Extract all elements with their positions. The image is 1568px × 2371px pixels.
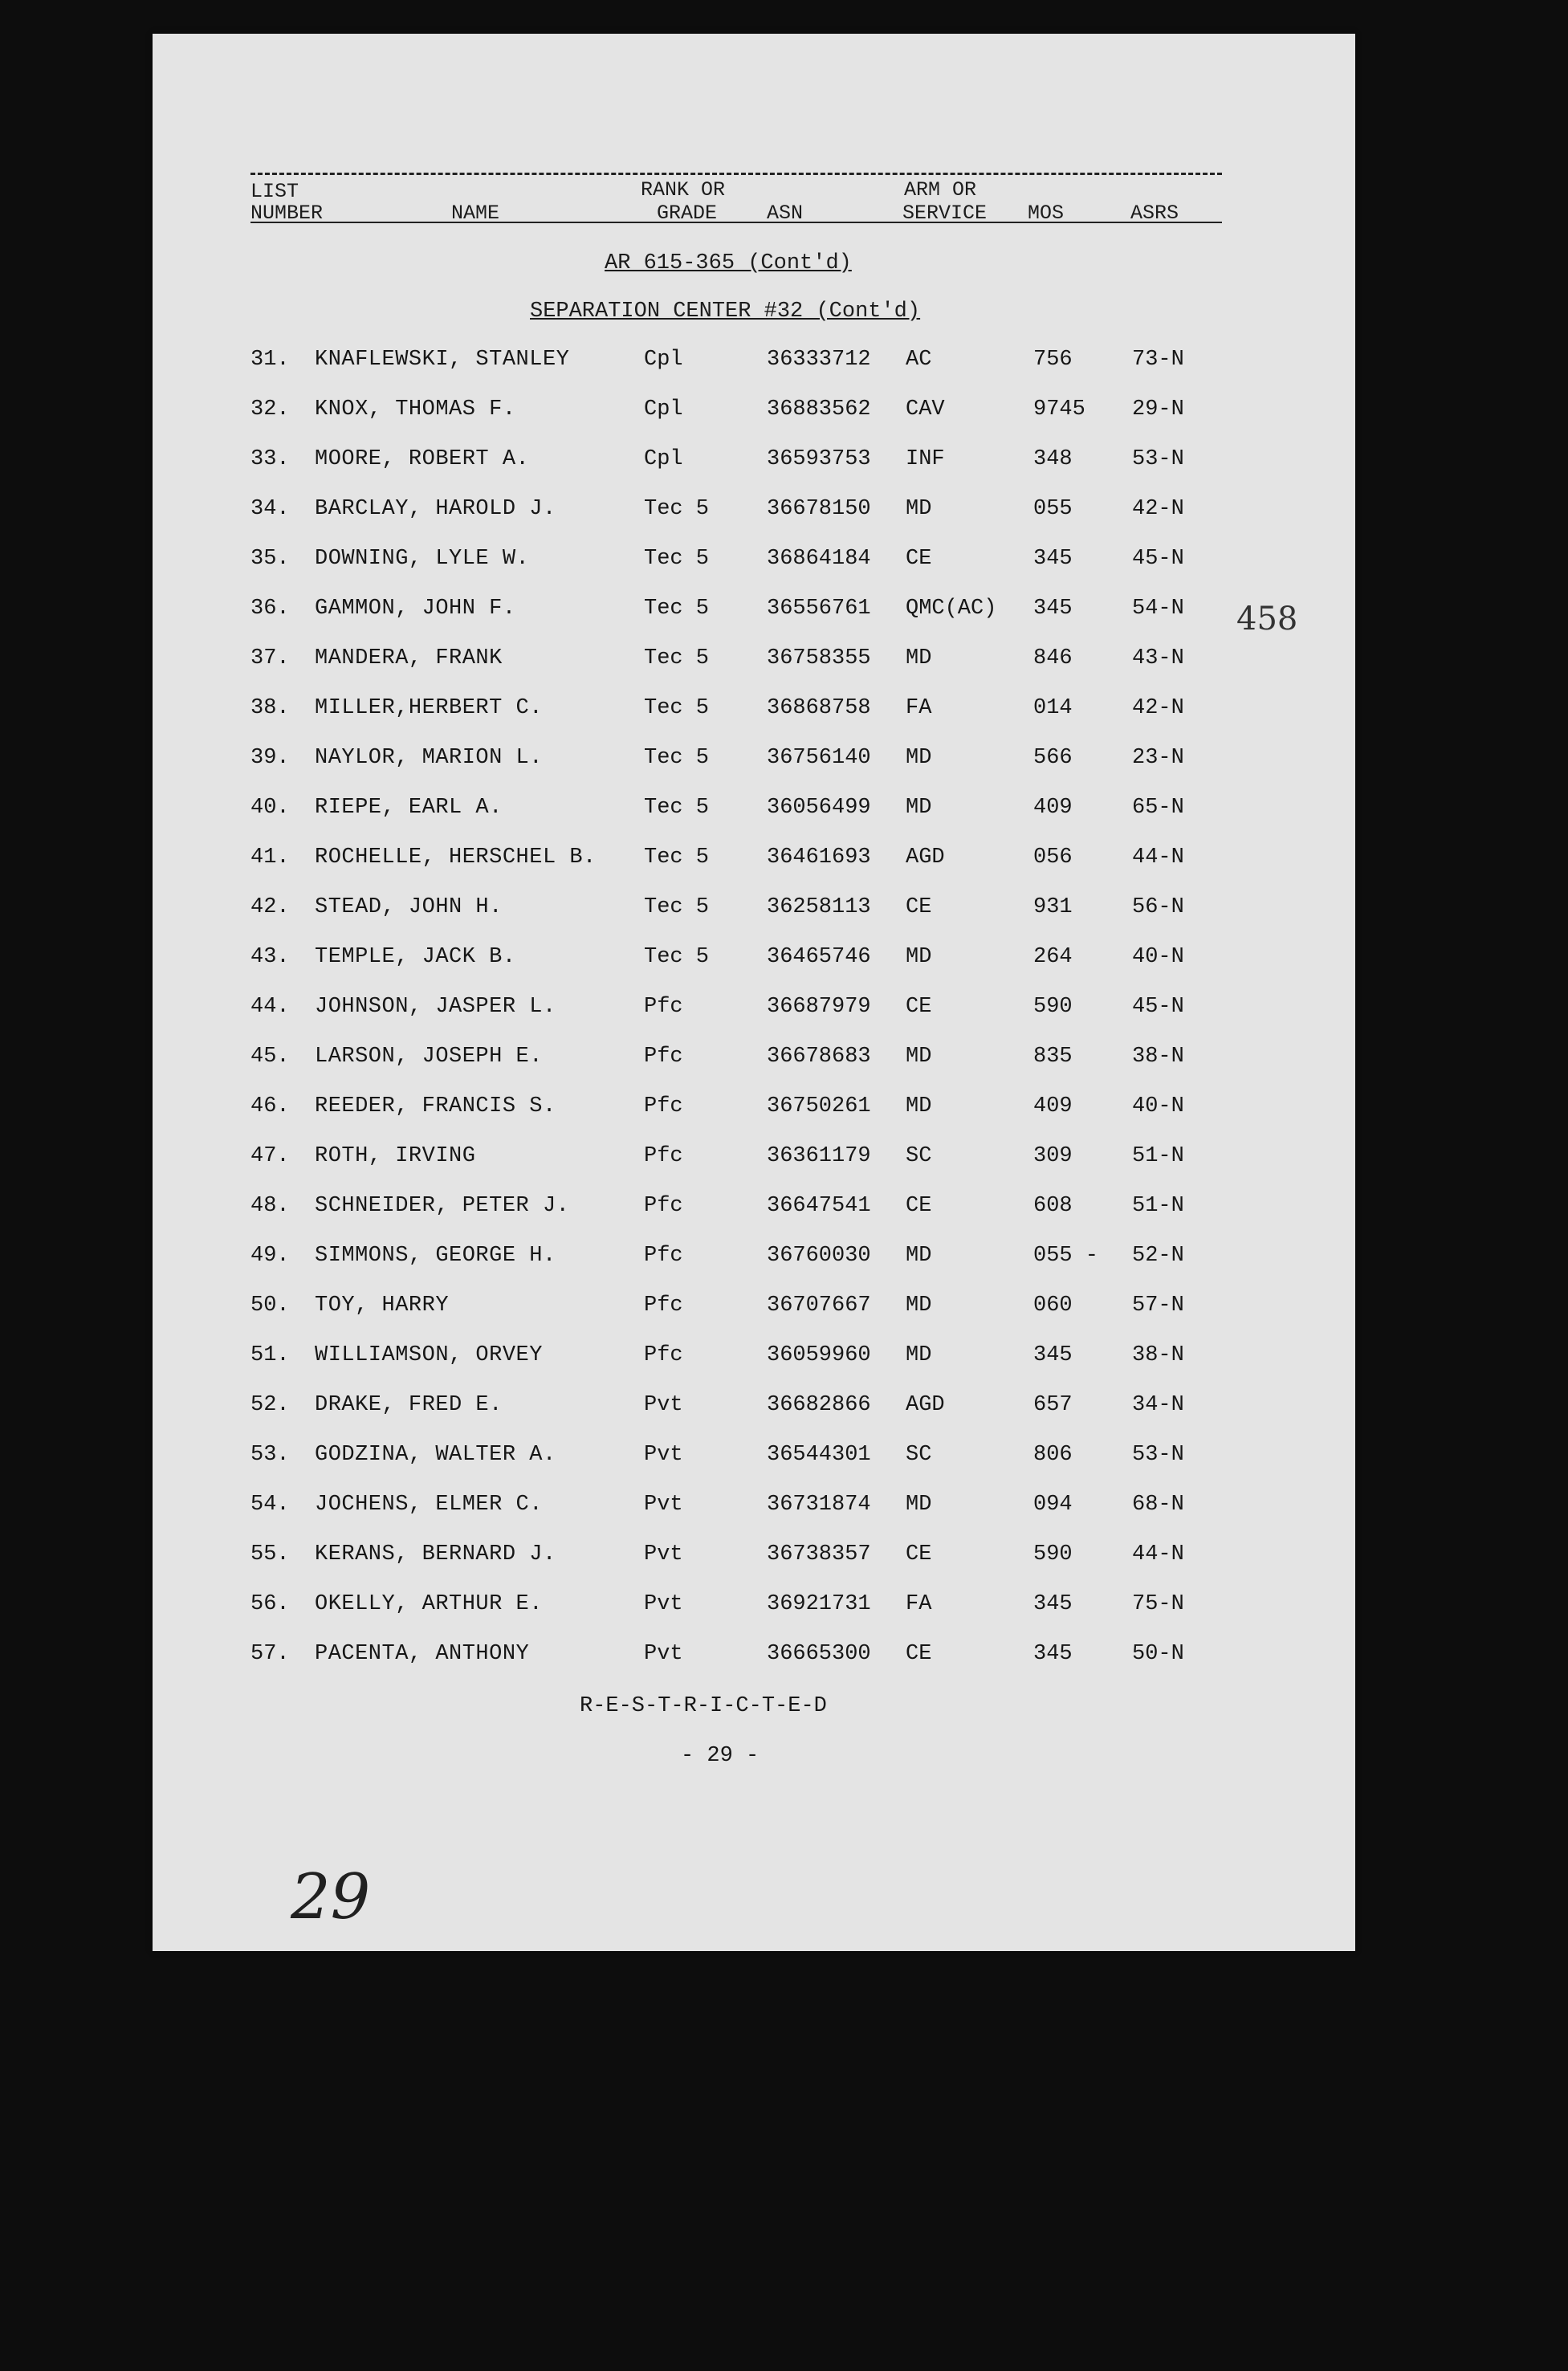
rank-grade: Tec 5: [644, 497, 710, 521]
list-number: 38.: [250, 696, 290, 720]
asn: 36864184: [767, 547, 871, 571]
list-row: [0, 397, 1568, 430]
asn: 36731874: [767, 1493, 871, 1517]
rank-grade: Tec 5: [644, 845, 710, 870]
list-number: 54.: [250, 1493, 290, 1517]
rank-grade: Tec 5: [644, 597, 710, 621]
mos: 055 -: [1033, 1244, 1099, 1268]
list-number: 46.: [250, 1094, 290, 1118]
mos: 846: [1033, 646, 1073, 670]
asrs: 52-N: [1132, 1244, 1184, 1268]
mos: 345: [1033, 1642, 1073, 1666]
list-number: 49.: [250, 1244, 290, 1268]
mos: 9745: [1033, 397, 1085, 422]
mos: 835: [1033, 1045, 1073, 1069]
regulation-heading: AR 615-365 (Cont'd): [605, 251, 852, 275]
list-row: [0, 1244, 1568, 1276]
soldier-name: MILLER,HERBERT C.: [315, 696, 543, 720]
soldier-name: REEDER, FRANCIS S.: [315, 1094, 556, 1118]
mos: 590: [1033, 995, 1073, 1019]
asn: 36544301: [767, 1443, 871, 1467]
asrs: 53-N: [1132, 1443, 1184, 1467]
arm-service: AC: [906, 348, 932, 372]
mos: 806: [1033, 1443, 1073, 1467]
rank-grade: Pvt: [644, 1542, 683, 1566]
asn: 36678683: [767, 1045, 871, 1069]
rank-grade: Pvt: [644, 1592, 683, 1616]
asn: 36461693: [767, 845, 871, 870]
arm-service: CE: [906, 995, 932, 1019]
list-number: 36.: [250, 597, 290, 621]
list-row: [0, 547, 1568, 579]
handwritten-page-number: 29: [291, 1861, 371, 1933]
mos: 345: [1033, 1592, 1073, 1616]
asrs: 68-N: [1132, 1493, 1184, 1517]
arm-service: MD: [906, 1094, 932, 1118]
asn: 36665300: [767, 1642, 871, 1666]
header-list-number-line1: LIST: [250, 180, 299, 203]
list-row: [0, 945, 1568, 977]
rank-grade: Pvt: [644, 1443, 683, 1467]
rank-grade: Pfc: [644, 1343, 683, 1367]
list-number: 56.: [250, 1592, 290, 1616]
asrs: 38-N: [1132, 1343, 1184, 1367]
rank-grade: Tec 5: [644, 746, 710, 770]
arm-service: MD: [906, 945, 932, 969]
asrs: 50-N: [1132, 1642, 1184, 1666]
classification-marking: R-E-S-T-R-I-C-T-E-D: [580, 1694, 827, 1718]
arm-service: AGD: [906, 1393, 945, 1417]
soldier-name: BARCLAY, HAROLD J.: [315, 497, 556, 521]
list-row: [0, 348, 1568, 380]
soldier-name: ROTH, IRVING: [315, 1144, 476, 1168]
soldier-name: TEMPLE, JACK B.: [315, 945, 516, 969]
header-rank-line2: GRADE: [657, 202, 718, 225]
soldier-name: RIEPE, EARL A.: [315, 796, 503, 820]
header-arm-line1: ARM OR: [904, 178, 977, 202]
asn: 36738357: [767, 1542, 871, 1566]
list-number: 40.: [250, 796, 290, 820]
asrs: 43-N: [1132, 646, 1184, 670]
arm-service: FA: [906, 696, 932, 720]
asn: 36707667: [767, 1293, 871, 1318]
soldier-name: KERANS, BERNARD J.: [315, 1542, 556, 1566]
rank-grade: Pfc: [644, 1094, 683, 1118]
arm-service: CE: [906, 1642, 932, 1666]
rank-grade: Pfc: [644, 1144, 683, 1168]
list-number: 42.: [250, 895, 290, 919]
asn: 36868758: [767, 696, 871, 720]
asrs: 51-N: [1132, 1144, 1184, 1168]
arm-service: MD: [906, 796, 932, 820]
list-row: [0, 1443, 1568, 1475]
list-row: [0, 597, 1568, 629]
mos: 264: [1033, 945, 1073, 969]
asn: 36758355: [767, 646, 871, 670]
arm-service: QMC(AC): [906, 597, 997, 621]
asrs: 73-N: [1132, 348, 1184, 372]
list-number: 37.: [250, 646, 290, 670]
list-number: 57.: [250, 1642, 290, 1666]
asn: 36756140: [767, 746, 871, 770]
list-row: [0, 845, 1568, 878]
asrs: 57-N: [1132, 1293, 1184, 1318]
list-row: [0, 1194, 1568, 1226]
rank-grade: Pfc: [644, 1293, 683, 1318]
soldier-name: MANDERA, FRANK: [315, 646, 503, 670]
list-number: 34.: [250, 497, 290, 521]
rank-grade: Pvt: [644, 1393, 683, 1417]
asn: 36556761: [767, 597, 871, 621]
mos: 014: [1033, 696, 1073, 720]
asrs: 42-N: [1132, 696, 1184, 720]
rank-grade: Cpl: [644, 348, 683, 372]
list-number: 31.: [250, 348, 290, 372]
soldier-name: SCHNEIDER, PETER J.: [315, 1194, 570, 1218]
list-number: 47.: [250, 1144, 290, 1168]
rank-grade: Tec 5: [644, 796, 710, 820]
arm-service: AGD: [906, 845, 945, 870]
list-number: 32.: [250, 397, 290, 422]
asrs: 34-N: [1132, 1393, 1184, 1417]
list-number: 43.: [250, 945, 290, 969]
header-mos: MOS: [1028, 202, 1065, 225]
asn: 36687979: [767, 995, 871, 1019]
rank-grade: Tec 5: [644, 895, 710, 919]
header-arm-line2: SERVICE: [902, 202, 988, 225]
asrs: 53-N: [1132, 447, 1184, 471]
header-asn: ASN: [767, 202, 804, 225]
arm-service: FA: [906, 1592, 932, 1616]
header-divider: [250, 222, 1222, 223]
rank-grade: Pfc: [644, 995, 683, 1019]
asn: 36258113: [767, 895, 871, 919]
arm-service: MD: [906, 746, 932, 770]
arm-service: MD: [906, 646, 932, 670]
arm-service: MD: [906, 1244, 932, 1268]
arm-service: CE: [906, 1194, 932, 1218]
soldier-name: DOWNING, LYLE W.: [315, 547, 530, 571]
asrs: 56-N: [1132, 895, 1184, 919]
list-row: [0, 1493, 1568, 1525]
arm-service: SC: [906, 1443, 932, 1467]
list-number: 45.: [250, 1045, 290, 1069]
rank-grade: Tec 5: [644, 646, 710, 670]
soldier-name: DRAKE, FRED E.: [315, 1393, 503, 1417]
asrs: 65-N: [1132, 796, 1184, 820]
asrs: 44-N: [1132, 845, 1184, 870]
list-row: [0, 746, 1568, 778]
arm-service: INF: [906, 447, 945, 471]
soldier-name: KNAFLEWSKI, STANLEY: [315, 348, 570, 372]
list-number: 51.: [250, 1343, 290, 1367]
arm-service: CE: [906, 895, 932, 919]
soldier-name: KNOX, THOMAS F.: [315, 397, 516, 422]
asrs: 75-N: [1132, 1592, 1184, 1616]
soldier-name: WILLIAMSON, ORVEY: [315, 1343, 543, 1367]
list-row: [0, 895, 1568, 927]
mos: 566: [1033, 746, 1073, 770]
rank-grade: Cpl: [644, 447, 683, 471]
rank-grade: Pvt: [644, 1493, 683, 1517]
mos: 345: [1033, 547, 1073, 571]
list-row: [0, 1343, 1568, 1375]
arm-service: CE: [906, 547, 932, 571]
rank-grade: Cpl: [644, 397, 683, 422]
list-row: [0, 497, 1568, 529]
soldier-name: PACENTA, ANTHONY: [315, 1642, 530, 1666]
list-row: [0, 696, 1568, 728]
list-row: [0, 796, 1568, 828]
mos: 590: [1033, 1542, 1073, 1566]
header-name: NAME: [451, 202, 500, 225]
arm-service: CE: [906, 1542, 932, 1566]
mos: 345: [1033, 597, 1073, 621]
asn: 36883562: [767, 397, 871, 422]
asn: 36682866: [767, 1393, 871, 1417]
mos: 060: [1033, 1293, 1073, 1318]
header-asrs: ASRS: [1130, 202, 1179, 225]
list-number: 41.: [250, 845, 290, 870]
mos: 608: [1033, 1194, 1073, 1218]
asrs: 40-N: [1132, 945, 1184, 969]
list-number: 55.: [250, 1542, 290, 1566]
asrs: 38-N: [1132, 1045, 1184, 1069]
list-row: [0, 1293, 1568, 1326]
asrs: 40-N: [1132, 1094, 1184, 1118]
list-row: [0, 1592, 1568, 1624]
rank-grade: Pfc: [644, 1244, 683, 1268]
arm-service: MD: [906, 1045, 932, 1069]
top-divider: [250, 173, 1222, 175]
asn: 36760030: [767, 1244, 871, 1268]
asn: 36921731: [767, 1592, 871, 1616]
list-row: [0, 646, 1568, 678]
soldier-name: NAYLOR, MARION L.: [315, 746, 543, 770]
arm-service: MD: [906, 1293, 932, 1318]
asrs: 42-N: [1132, 497, 1184, 521]
asn: 36059960: [767, 1343, 871, 1367]
rank-grade: Tec 5: [644, 696, 710, 720]
rank-grade: Pfc: [644, 1045, 683, 1069]
margin-stamp-number: 458: [1236, 601, 1298, 638]
arm-service: MD: [906, 497, 932, 521]
soldier-name: TOY, HARRY: [315, 1293, 450, 1318]
soldier-name: OKELLY, ARTHUR E.: [315, 1592, 543, 1616]
asn: 36465746: [767, 945, 871, 969]
rank-grade: Pvt: [644, 1642, 683, 1666]
list-row: [0, 1542, 1568, 1575]
mos: 094: [1033, 1493, 1073, 1517]
list-row: [0, 1045, 1568, 1077]
list-row: [0, 1094, 1568, 1126]
asrs: 45-N: [1132, 995, 1184, 1019]
asrs: 44-N: [1132, 1542, 1184, 1566]
asn: 36361179: [767, 1144, 871, 1168]
mos: 055: [1033, 497, 1073, 521]
soldier-name: ROCHELLE, HERSCHEL B.: [315, 845, 597, 870]
list-number: 53.: [250, 1443, 290, 1467]
soldier-name: GAMMON, JOHN F.: [315, 597, 516, 621]
list-number: 48.: [250, 1194, 290, 1218]
mos: 409: [1033, 796, 1073, 820]
list-row: [0, 995, 1568, 1027]
asrs: 45-N: [1132, 547, 1184, 571]
mos: 409: [1033, 1094, 1073, 1118]
list-number: 50.: [250, 1293, 290, 1318]
mos: 756: [1033, 348, 1073, 372]
list-row: [0, 447, 1568, 479]
asrs: 51-N: [1132, 1194, 1184, 1218]
soldier-name: JOHNSON, JASPER L.: [315, 995, 556, 1019]
mos: 309: [1033, 1144, 1073, 1168]
soldier-name: GODZINA, WALTER A.: [315, 1443, 556, 1467]
asrs: 29-N: [1132, 397, 1184, 422]
header-rank-line1: RANK OR: [641, 178, 726, 202]
list-number: 44.: [250, 995, 290, 1019]
list-number: 39.: [250, 746, 290, 770]
list-row: [0, 1642, 1568, 1674]
mos: 345: [1033, 1343, 1073, 1367]
asn: 36750261: [767, 1094, 871, 1118]
header-list-number-line2: NUMBER: [250, 202, 324, 225]
list-number: 52.: [250, 1393, 290, 1417]
asn: 36647541: [767, 1194, 871, 1218]
arm-service: CAV: [906, 397, 945, 422]
rank-grade: Tec 5: [644, 945, 710, 969]
mos: 348: [1033, 447, 1073, 471]
rank-grade: Pfc: [644, 1194, 683, 1218]
asn: 36593753: [767, 447, 871, 471]
arm-service: MD: [906, 1343, 932, 1367]
list-number: 35.: [250, 547, 290, 571]
arm-service: SC: [906, 1144, 932, 1168]
list-row: [0, 1393, 1568, 1425]
arm-service: MD: [906, 1493, 932, 1517]
page-number: - 29 -: [681, 1744, 760, 1768]
asrs: 54-N: [1132, 597, 1184, 621]
soldier-name: STEAD, JOHN H.: [315, 895, 503, 919]
rank-grade: Tec 5: [644, 547, 710, 571]
separation-center-heading: SEPARATION CENTER #32 (Cont'd): [530, 299, 921, 324]
asn: 36056499: [767, 796, 871, 820]
soldier-name: LARSON, JOSEPH E.: [315, 1045, 543, 1069]
asrs: 23-N: [1132, 746, 1184, 770]
asn: 36678150: [767, 497, 871, 521]
list-number: 33.: [250, 447, 290, 471]
mos: 056: [1033, 845, 1073, 870]
soldier-name: SIMMONS, GEORGE H.: [315, 1244, 556, 1268]
mos: 657: [1033, 1393, 1073, 1417]
soldier-name: MOORE, ROBERT A.: [315, 447, 530, 471]
mos: 931: [1033, 895, 1073, 919]
asn: 36333712: [767, 348, 871, 372]
list-row: [0, 1144, 1568, 1176]
soldier-name: JOCHENS, ELMER C.: [315, 1493, 543, 1517]
